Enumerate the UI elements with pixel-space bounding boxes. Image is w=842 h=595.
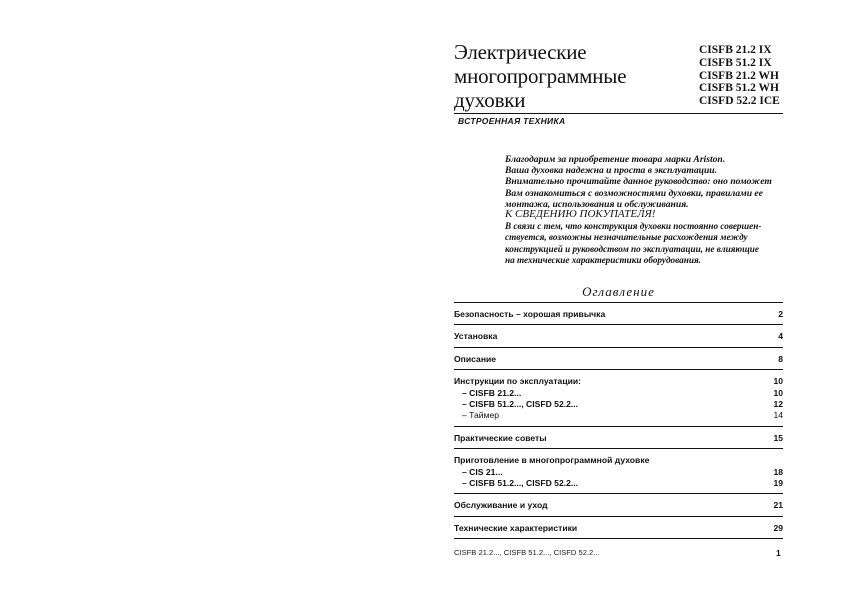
notice-text (505, 221, 785, 267)
toc-page: 10 (773, 376, 783, 387)
toc-heading: Оглавление (582, 284, 655, 299)
model-code: CISFD 52.2 ICE (699, 95, 780, 108)
toc-page: 2 (778, 309, 783, 319)
toc-page: 21 (773, 500, 783, 511)
intro-line: Ваша духовка надежна и проста в эксплуатации. (505, 165, 718, 177)
toc-page: 18 (773, 466, 783, 477)
toc-subentry[interactable] (454, 388, 783, 399)
toc-section (454, 370, 783, 427)
table-of-contents (454, 302, 783, 539)
notice-heading: К СВЕДЕНИЮ ПОКУПАТЕЛЯ! (505, 208, 656, 220)
toc-entry[interactable] (454, 500, 783, 511)
toc-section (454, 449, 783, 494)
toc-page: 15 (773, 432, 783, 443)
notice-line: конструкцией и руководством по эксплуатации, не влияющие (505, 243, 759, 254)
intro-text (505, 154, 785, 210)
toc-page: 19 (773, 478, 783, 489)
toc-page: 29 (773, 522, 783, 533)
title-line: Электрические (454, 40, 587, 64)
intro-line: Вам ознакомиться с возможностями духовки, правилами ее (505, 187, 763, 199)
toc-subentry[interactable] (454, 399, 783, 410)
toc-page: 4 (778, 331, 783, 342)
toc-entry[interactable] (454, 455, 783, 466)
toc-label: – Таймер (462, 410, 500, 421)
toc-label: Технические характеристики (454, 522, 578, 533)
notice-line: В связи с тем, что конструкция духовки постоянно совершен- (505, 221, 762, 231)
toc-label: Практические советы (454, 432, 547, 443)
toc-section (454, 303, 783, 325)
toc-entry[interactable] (454, 376, 783, 387)
toc-page: 8 (778, 353, 783, 364)
intro-line: монтажа, использования и обслуживания. (505, 198, 689, 210)
toc-entry[interactable] (454, 309, 783, 320)
toc-page: 10 (773, 387, 783, 398)
model-list (699, 44, 780, 108)
model-code: CISFB 51.2 IX (699, 56, 772, 69)
model-code: CISFB 21.2 IX (699, 44, 772, 56)
title-line: многопрограммные (454, 64, 627, 88)
toc-entry[interactable] (454, 354, 783, 365)
toc-section (454, 348, 783, 370)
intro-line: Благодарим за приобретение товара марки Ariston. (505, 154, 726, 165)
toc-subentry[interactable] (454, 410, 783, 421)
notice-line: ствуется, возможны незначительные расхождения между (505, 232, 748, 243)
toc-label: Инструкции по эксплуатации: (454, 376, 582, 387)
model-code: CISFB 51.2 WH (699, 82, 779, 95)
toc-label: Приготовление в многопрограммной духовке (454, 455, 650, 466)
toc-entry[interactable] (454, 433, 783, 444)
toc-page: 14 (773, 410, 783, 421)
toc-section (454, 517, 783, 539)
toc-label: – CISFB 51.2..., CISFD 52.2... (462, 399, 579, 410)
toc-label: – CISFB 21.2... (462, 387, 522, 398)
toc-label: Установка (454, 331, 498, 342)
toc-section (454, 494, 783, 516)
toc-section (454, 427, 783, 449)
toc-subentry[interactable] (454, 467, 783, 478)
header-divider (454, 113, 783, 114)
document-title (454, 40, 684, 112)
subtitle: ВСТРОЕННАЯ ТЕХНИКА (458, 116, 566, 126)
toc-page: 12 (773, 399, 783, 410)
toc-entry[interactable] (454, 331, 783, 342)
toc-label: – CISFB 51.2..., CISFD 52.2... (462, 478, 579, 489)
toc-entry[interactable] (454, 523, 783, 534)
toc-section (454, 325, 783, 347)
toc-label: – CIS 21... (462, 466, 503, 477)
notice-line: на технические характеристики оборудования. (505, 255, 701, 266)
title-line: духовки (454, 88, 526, 112)
intro-line: Внимательно прочитайте данное руководство: оно поможет (505, 176, 772, 188)
footer-models: CISFB 21.2..., CISFB 51.2..., CISFD 52.2... (454, 548, 600, 557)
toc-label: Безопасность – хорошая привычка (454, 309, 606, 319)
toc-subentry[interactable] (454, 478, 783, 489)
model-code: CISFB 21.2 WH (699, 69, 779, 82)
toc-label: Обслуживание и уход (454, 500, 548, 511)
page-number: 1 (776, 548, 781, 558)
toc-label: Описание (454, 353, 497, 364)
